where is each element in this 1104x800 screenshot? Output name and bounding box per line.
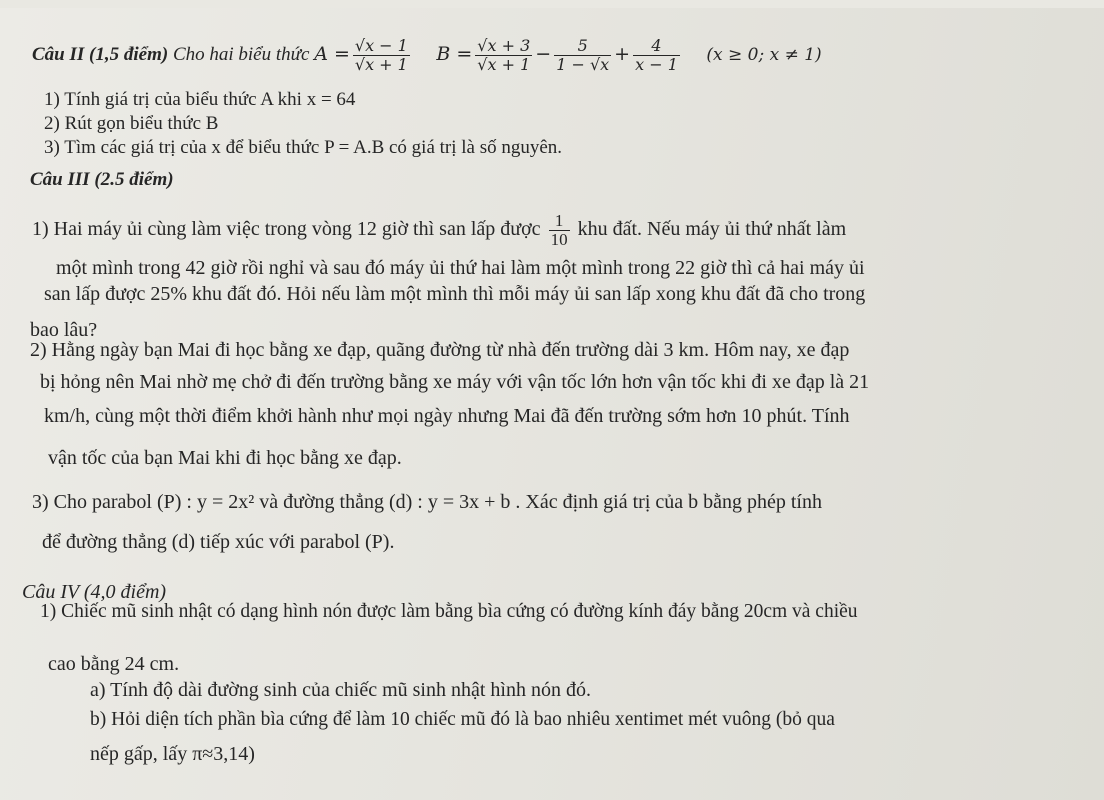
q2-item-3: 3) Tìm các giá trị của x để biểu thức P = A.B có giá trị là số nguyên. (44, 137, 563, 158)
expr-a-denominator: √x + 1 (354, 55, 408, 75)
q4-item-b-line-1: b) Hỏi diện tích phần bìa cứng để làm 10 chiếc mũ đó là bao nhiêu xentimet mét vuông (bỏ qua (90, 709, 835, 730)
expr-b-fraction-1 (475, 37, 532, 74)
expr-b-fraction-3 (633, 37, 680, 74)
expr-b-label: B = (436, 43, 473, 65)
q3-p3-line-1: 3) Cho parabol (P) : y = 2x² và đường thẳng (d) : y = 3x + b . Xác định giá trị của b bằng phép tính (32, 491, 822, 513)
expr-b-f2-denominator: 1 − √x (556, 55, 610, 75)
q2-item-1: 1) Tính giá trị của biểu thức A khi x = 64 (44, 89, 356, 110)
expr-b-fraction-2 (554, 37, 611, 74)
expr-b-operator-2: + (614, 43, 631, 65)
q3-p1-fraction-den: 10 (550, 229, 568, 249)
q3-p1-text-a: 1) Hai máy ủi cùng làm việc trong vòng 12 giờ thì san lấp được (32, 218, 541, 240)
q3-p1-text-b: khu đất. Nếu máy ủi thứ nhất làm (577, 218, 847, 240)
expr-b-f3-denominator: x − 1 (635, 55, 678, 75)
expr-b-f1-denominator: √x + 1 (477, 55, 531, 75)
expr-b-operator-1: − (535, 43, 552, 65)
expr-b-f2-numerator: 5 (554, 37, 611, 56)
q3-p2-line-3: km/h, cùng một thời điểm khởi hành như mọi ngày nhưng Mai đã đến trường sớm hơn 10 phút. Tính (44, 405, 850, 427)
q3-p1-line-3: san lấp được 25% khu đất đó. Hỏi nếu làm một mình thì mỗi máy ủi san lấp xong khu đất đã cho trong (44, 283, 866, 305)
q2-intro: Cho hai biểu thức (172, 44, 310, 65)
q4-line-1: 1) Chiếc mũ sinh nhật có dạng hình nón được làm bằng bìa cứng có đường kính đáy bằng 20cm và chiều (40, 601, 858, 622)
q3-p1-fraction-num: 1 (549, 212, 570, 231)
q3-p1-line-1 (32, 206, 846, 252)
q3-p1-line-2: một mình trong 42 giờ rồi nghỉ và sau đó máy ủi thứ hai làm một mình trong 22 giờ thì cả hai máy ủi (56, 257, 865, 279)
q3-p2-line-2: bị hỏng nên Mai nhờ mẹ chở đi đến trường bằng xe máy với vận tốc lớn hơn vận tốc khi đi xe đạp là 21 (40, 371, 870, 393)
expr-a-numerator: √x − 1 (354, 36, 408, 56)
q3-heading: Câu III (2.5 điểm) (30, 169, 174, 190)
expr-b-f3-numerator: 4 (633, 37, 680, 56)
q3-p2-line-1: 2) Hằng ngày bạn Mai đi học bằng xe đạp, quãng đường từ nhà đến trường dài 3 km. Hôm nay, xe đạp (30, 339, 850, 361)
q2-heading-line (32, 26, 822, 83)
q4-line-2: cao bằng 24 cm. (48, 653, 180, 675)
q4-heading: Câu IV (4,0 điểm) (22, 581, 167, 603)
expr-b-f1-numerator: √x + 3 (477, 36, 531, 56)
q3-p1-fraction (549, 212, 570, 249)
q3-p2-line-4: vận tốc của bạn Mai khi đi học bằng xe đạp. (48, 447, 402, 469)
top-edge-strip (0, 0, 1104, 8)
expr-a-fraction (353, 37, 410, 74)
q2-item-2: 2) Rút gọn biểu thức B (44, 113, 219, 134)
expr-a-label: A = (314, 43, 350, 65)
q3-p3-line-2: để đường thẳng (d) tiếp xúc với parabol (P). (42, 531, 395, 553)
domain-condition: (x ≥ 0; x ≠ 1) (706, 45, 822, 65)
q3-p1-line-4: bao lâu? (30, 319, 98, 341)
q4-item-b-line-2: nếp gấp, lấy π≈3,14) (90, 743, 255, 765)
q4-item-a: a) Tính độ dài đường sinh của chiếc mũ sinh nhật hình nón đó. (90, 679, 591, 701)
q2-heading: Câu II (1,5 điểm) (32, 44, 169, 65)
